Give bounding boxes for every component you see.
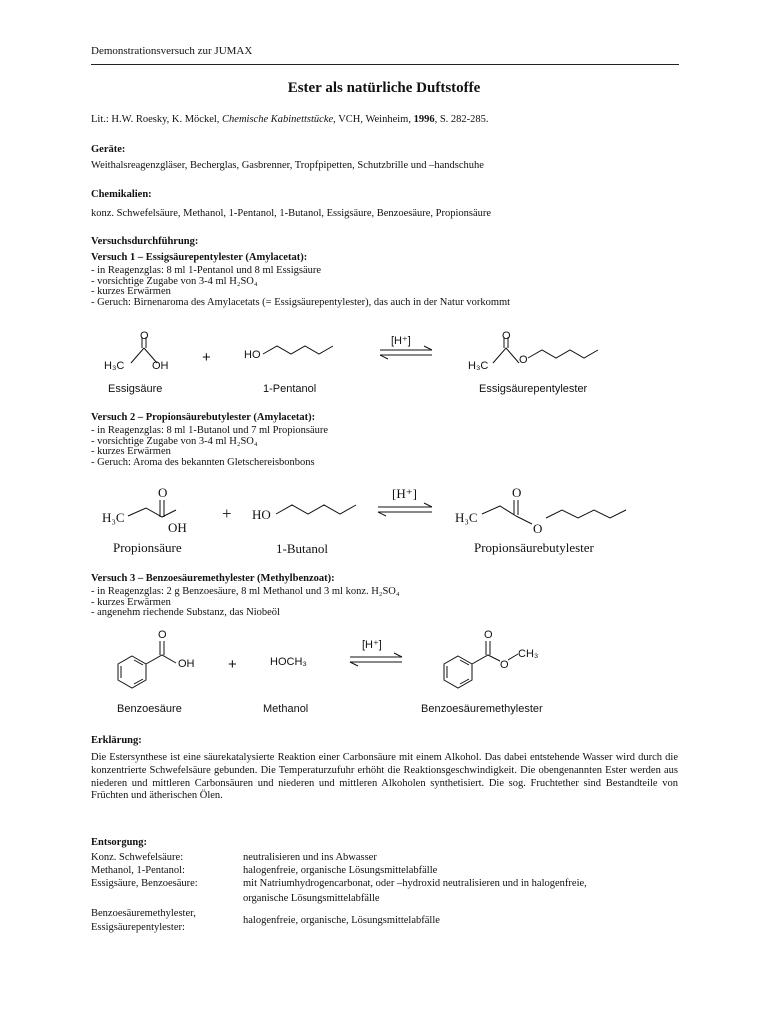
list-item: - kurzes Erwärmen xyxy=(91,447,328,458)
disposal-substance: Essigsäure, Benzoesäure: xyxy=(91,878,198,889)
atom-label: O xyxy=(158,629,167,641)
product-label: Benzoesäuremethylester xyxy=(421,703,543,715)
atom-label: H₃C xyxy=(468,360,489,372)
reaction-scheme-3 xyxy=(0,626,768,718)
catalyst-label: [H⁺] xyxy=(391,335,411,347)
equilibrium-arrow xyxy=(380,346,432,359)
erklaerung-text: Die Estersynthese ist eine säurekatalysierte Reaktion einer Carbonsäure mit einem Alkohol. Das dabei entstehende Wasser wird durch die konzentrierte Schwefelsäure gebunden. Die Temperaturzufuhr erhöht die Reaktionsgeschwindigkeit. Die obengenannten Ester werden aus niederen und mittleren Carbonsäuren und niederen und mittleren Alkoholen synthetisiert. Die sog. Fruchtether sind Bestandteile von Früchten und ätherischen Ölen. xyxy=(91,752,678,802)
propionsaeurebutylester-structure xyxy=(482,500,626,524)
disposal-substance: Benzoesäuremethylester, xyxy=(91,908,196,919)
disposal-substance: Methanol, 1-Pentanol: xyxy=(91,865,185,876)
product-label: Essigsäurepentylester xyxy=(479,383,588,395)
list-item: - kurzes Erwärmen xyxy=(91,598,400,609)
chemikalien-text: konz. Schwefelsäure, Methanol, 1-Pentanol, 1-Butanol, Essigsäure, Benzoesäure, Propionsäure xyxy=(91,208,492,219)
reaction-scheme-2 xyxy=(0,484,768,560)
atom-label: OH xyxy=(152,360,169,372)
atom-label: OH xyxy=(168,520,187,535)
literature-book: Chemische Kabinettstücke xyxy=(222,114,334,125)
durchfuehrung-heading: Versuchsdurchführung: xyxy=(91,236,199,247)
geraete-text: Weithalsreagenzgläser, Becherglas, Gasbrenner, Tropfpipetten, Schutzbrille und –handschuhe xyxy=(91,160,484,171)
versuch3-steps xyxy=(91,587,400,619)
literature-year: 1996 xyxy=(413,114,435,125)
list-item: - Geruch: Birnenaroma des Amylacetats (= Essigsäurepentylester), das auch in der Natur vorkommt xyxy=(91,298,510,309)
catalyst-label: [H⁺] xyxy=(362,639,382,651)
list-item: - in Reagenzglas: 8 ml 1-Pentanol und 8 ml Essigsäure xyxy=(91,266,510,277)
disposal-substance-cont: Essigsäurepentylester: xyxy=(91,922,185,933)
benzoesaeure-structure xyxy=(118,641,176,688)
atom-label: H₃C xyxy=(102,510,125,525)
atom-label: O xyxy=(158,485,168,500)
chemikalien-heading: Chemikalien: xyxy=(91,189,152,200)
reactant1-label: Propionsäure xyxy=(113,540,182,555)
atom-label: O xyxy=(512,485,522,500)
atom-label: HO xyxy=(252,507,271,522)
catalyst-label: [H⁺] xyxy=(392,486,417,501)
atom-label: O xyxy=(484,629,493,641)
atom-label: H₃C xyxy=(104,360,125,372)
atom-label: O xyxy=(502,330,511,342)
disposal-method: halogenfreie, organische, Lösungsmittelabfälle xyxy=(243,915,440,926)
versuch3-heading: Versuch 3 – Benzoesäuremethylester (Methylbenzoat): xyxy=(91,573,335,584)
versuch2-heading: Versuch 2 – Propionsäurebutylester (Amylacetat): xyxy=(91,412,316,423)
plus-sign: + xyxy=(228,656,237,673)
reaction-scheme-1 xyxy=(0,330,768,400)
reactant2-formula: HOCH₃ xyxy=(270,656,307,668)
equilibrium-arrow xyxy=(350,653,402,666)
atom-label: HO xyxy=(244,349,261,361)
versuch2-steps xyxy=(91,426,328,468)
butanol-chain xyxy=(276,505,356,514)
header-rule xyxy=(91,64,679,65)
propionsaeure-structure xyxy=(128,500,176,517)
atom-label: O xyxy=(533,521,543,536)
list-item: - kurzes Erwärmen xyxy=(91,287,510,298)
atom-label: H₃C xyxy=(455,510,478,525)
product-label: Propionsäurebutylester xyxy=(474,540,594,555)
entsorgung-table xyxy=(91,852,681,942)
list-item: - angenehm riechende Substanz, das Niobeöl xyxy=(91,608,400,619)
list-item: - in Reagenzglas: 2 g Benzoesäure, 8 ml Methanol und 3 ml konz. H₂SO₄ xyxy=(91,587,400,598)
entsorgung-heading: Entsorgung: xyxy=(91,837,148,848)
atom-label: CH₃ xyxy=(518,648,539,660)
versuch1-heading: Versuch 1 – Essigsäurepentylester (Amylacetat): xyxy=(91,252,308,263)
list-item: - vorsichtige Zugabe von 3-4 ml H₂SO₄ xyxy=(91,437,328,448)
atom-label: O xyxy=(519,354,528,366)
atom-label: O xyxy=(140,330,149,342)
list-item: - Geruch: Aroma des bekannten Gletschereisbonbons xyxy=(91,458,328,469)
reactant2-label: Methanol xyxy=(263,703,309,715)
plus-sign: + xyxy=(202,349,211,366)
erklaerung-heading: Erklärung: xyxy=(91,735,142,746)
pentanol-chain xyxy=(263,346,333,354)
literature-pages: , S. 282-285. xyxy=(434,114,489,125)
disposal-substance: Konz. Schwefelsäure: xyxy=(91,852,184,863)
atom-label: O xyxy=(500,659,509,671)
literature-prefix: Lit.: H.W. Roesky, K. Möckel, xyxy=(91,114,223,125)
literature-publisher: , VCH, Weinheim, xyxy=(333,114,414,125)
reactant1-label: Essigsäure xyxy=(108,383,163,395)
document-title: Ester als natürliche Duftstoffe xyxy=(287,80,481,96)
reactant2-label: 1-Pentanol xyxy=(263,383,317,395)
disposal-method: halogenfreie, organische Lösungsmittelabfälle xyxy=(243,865,438,876)
literature-reference xyxy=(91,113,489,126)
disposal-method: neutralisieren und ins Abwasser xyxy=(243,852,377,863)
plus-sign: + xyxy=(222,504,232,523)
equilibrium-arrow xyxy=(378,503,432,516)
reactant1-label: Benzoesäure xyxy=(117,703,182,715)
versuch1-steps xyxy=(91,266,510,308)
reactant2-label: 1-Butanol xyxy=(276,541,328,556)
disposal-method-cont: organische Lösungsmittelabfälle xyxy=(243,893,380,904)
running-header: Demonstrationsversuch zur JUMAX xyxy=(91,45,253,57)
geraete-heading: Geräte: xyxy=(91,144,126,155)
list-item: - in Reagenzglas: 8 ml 1-Butanol und 7 ml Propionsäure xyxy=(91,426,328,437)
disposal-method: mit Natriumhydrogencarbonat, oder –hydroxid neutralisieren und in halogenfreie, xyxy=(243,878,587,889)
list-item: - vorsichtige Zugabe von 3-4 ml H₂SO₄ xyxy=(91,277,510,288)
atom-label: OH xyxy=(178,658,195,670)
